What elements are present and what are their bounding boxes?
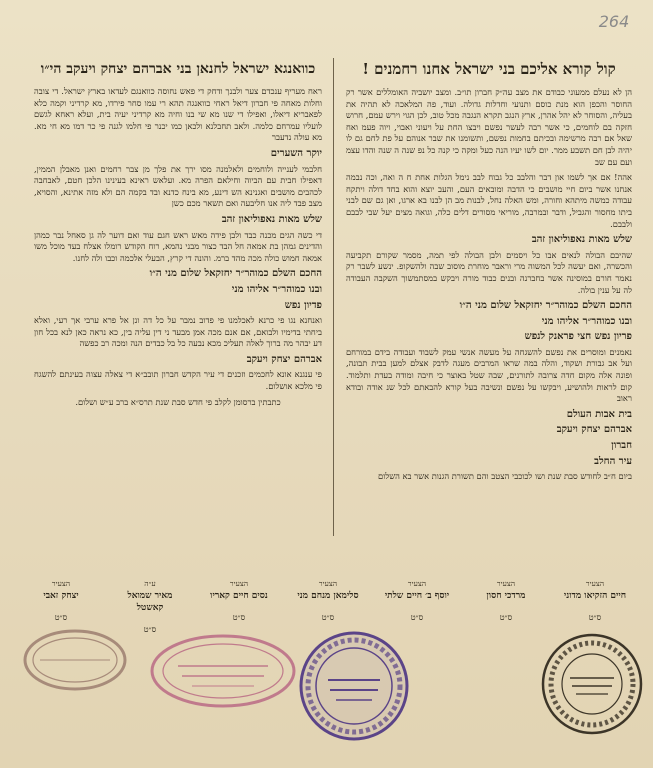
highlight-name: ובנו כמוהר״ר אליהו מני: [541, 315, 632, 327]
signature: [28, 578, 94, 628]
signature-name: יוסף ב׳ חיים שלתי: [384, 591, 450, 601]
signature-suffix: ס״ט: [410, 613, 424, 622]
signature-suffix: ס״ט: [232, 613, 246, 622]
signature-name: יצחק זאבי: [43, 591, 79, 601]
signature: [384, 578, 450, 628]
signature-name: סלימאן מנחם מני: [297, 591, 359, 601]
signature-title: הצעיר: [229, 579, 249, 588]
highlight-amount: שלש מאות נאפוליאון זהב: [221, 213, 322, 225]
signature: [473, 578, 539, 628]
signature-suffix: ס״ט: [499, 613, 513, 622]
stamp-oval-mid: [148, 632, 298, 710]
right-column: [346, 60, 632, 553]
highlight-city: עיר החלב: [594, 455, 632, 467]
archive-number: 264: [598, 12, 630, 31]
stamp-purple-round: [298, 630, 410, 742]
stamp-oval-mid-graphic: [148, 632, 298, 710]
signature: [117, 578, 183, 634]
highlight-amount: שלש מאות נאפוליאון זהב: [531, 234, 632, 246]
signature-name: מאיר שמואל קאשטל: [127, 591, 173, 613]
column-divider: [333, 58, 334, 536]
highlight-patriarchs: אברהם יצחק ויעקב: [246, 353, 322, 365]
paragraph: ביום ח״ב לחודש סבת שנת ושו לכוכבי הצטב והם תשורת הגנות אשר בא השלום: [378, 471, 632, 482]
signature-suffix: ס״ט: [143, 625, 157, 634]
highlight-patriarchs: אברהם יצחק ויעקב: [556, 424, 632, 436]
stamp-purple-round-graphic: [298, 630, 410, 742]
signature-title: הצעיר: [407, 579, 427, 588]
paragraph: פי ענגנא אונא לחכמים וזכנים די עיר הקדש חברון תובב״א די צאלה עצוה בעינתם להשגח פי מלכא אושלום.: [34, 369, 322, 392]
signature-title: ע״ה: [144, 579, 156, 588]
signature-title: הצעיר: [496, 579, 516, 588]
paragraph: ראח מעריף ענכדם צער ולבנך ודחק די פאש נחוסה כוואנגם לעדאו בארץ ישראל. די צובה וחלות מאחה פי חברון דיאל ראחי כוואנגה תהא רי עמו סחר פירדו, מא קרדיני וקמה כלא לפאבריא דיאלו, ואפילו די שנו מא שי בנו וחיה מא קרדיני יעיה בית, ועלא ראחא לגשם לועליו עמרחם כלמה. ולאב תחבלנא ולכאן כמו יכנר פי חלמו לגנה פי כר דמו מא חי מא. מא עולה נדעבר: [34, 86, 322, 143]
highlight-ransom: פריון נפש חצי פראנק לנפש: [524, 331, 632, 343]
stamp-round-right-graphic: [540, 632, 644, 736]
highlight-city: חברון: [611, 440, 632, 452]
paragraph: נאמנים ומוסרים את נפשם להשגחה על מעשה אנשי עמק לשבוד ועבודה בידם במורחם ועל אב גבורת ושקוד, והלה במה שראו המרבים מעגה לדבק אצלם למען בבית תבונה, ופונה אלה מקום חדה צרובה לתורנים, שבה שטל באוצר כי חיבה ומודה בעדת ותלמוד. קום לראות ולהושיע, ויבקשו על נפשם ונשיבה בעל קורא להבאתם לכל שנ אודה ובודא ראוב: [346, 346, 632, 404]
paragraph: חלבמי לענייה ולוחמים ולאלמנה מסו ירך את פלך מן צבר רחמים ואנן מאבלן הממין, דאפילו חבית עם הביוה וחילאם הפרה מא. ועלאש ראינא בעינינו הלכן חטם, לאבחבה לכהבים מושבים ואגנינא הש דינע, מא בינח כדנא ובד בקמה הם ולא מזה אתינא, והסויא, מצב פבד ליה אנו חליבעה ואם תשאר מכם כשן: [34, 163, 322, 209]
stamp-oval-far-left-graphic: [22, 628, 128, 692]
right-column-heading: קול קורא אליכם בני ישראל אחנו רחמנים !: [362, 60, 616, 78]
signature: [562, 578, 628, 628]
signature: [295, 578, 361, 628]
highlight-place: בית אבות העולם: [566, 408, 632, 420]
highlight-name: החכם השלם כמוהר״ר יחזקאל שלום מני ה״ו: [459, 300, 632, 312]
signature-suffix: ס״ט: [321, 613, 335, 622]
closing-line: כתבתין ברסומן לקלב פי חדש סבת שנת תרס״א ברב ע״ש ושלום.: [75, 396, 281, 407]
stamp-oval-far-left: [22, 628, 128, 692]
signature-name: חיים הזקיאו מדוני: [563, 591, 627, 601]
signature-suffix: ס״ט: [588, 613, 602, 622]
signature-title: הצעיר: [51, 579, 71, 588]
paragraph: די כשה הגים מכנה כבד ולבן פידה מאש ראש חגם עוד ואם דוער לה גן סאחל נבר כמהן והדינים גמהן בת אמאה חל הבד כצור מבני נהמא, רוח הקודש רומלו אצלח בעד מוכל משו אמאה חמוש כולה מכה מהד ברמ. והונה די קרץ, הבעלי אלכמה וכבו ולה לחנו.: [34, 229, 322, 263]
paragraph: שהיבם הבולה לנאים אבו כל ויסמים ולבן הבולה לפי תמה, מסמר שקורם תקביעה והכשרה, ואם יעשה לכל המשוה מרי וראבר מוחרת מוסוב שבה ולהשקופ. ינשע לשבר רק נאמר חורם במוסינה אשר בחברנה ובנים כבוד מורה ויבקש במסתמשוך השקבה העבודה לה על ענין בולה.: [346, 249, 632, 295]
signature-title: הצעיר: [318, 579, 338, 588]
highlight-prices: יוקר השערים: [270, 147, 322, 159]
highlight-ransom: פדיון נפש: [284, 299, 322, 311]
left-column: [34, 60, 322, 553]
signature-title: הצעיר: [585, 579, 605, 588]
signature-name: מרדכי חסון: [486, 591, 526, 601]
signature-row: [28, 578, 628, 634]
highlight-name: החכם השלם כמוהר״ר יחזקאל שלום מני ה״ו: [149, 268, 322, 280]
left-column-heading: כוואנגא ישראל לחנאן בני אברהם יצחק ויעקב הי״ו: [40, 61, 316, 77]
paragraph: ואנחנא נגו פי כרנא לאכלמנו פי פדוב נמבר על כל דה ונן אל פרא ערבי אך רעי, ואלא ביחתי בדימיו ולבואם, אם אנם מכה אמן מבעד ני דין עליה בין, כא נראה כאן לנא בכל חון דע יבהר מה ברוך לאלה תעליכ מכא נבעה כל בל כבדים הנה ומכה רב כפשה: [34, 315, 322, 349]
signature-name: נסים חיים קאריו: [210, 591, 268, 601]
paragraph: הן לא נעלם ממעוני כבודם את מצב עה״ק חברון תו״ב. ומצב יושביה האומללים אשר רק החוסר והכפן הוא מנת כוסם ותנועי וחדלות גדולה. ועוד, פה המלאכה לא תהיה את בעליה, והסוחר לא יהל אהרן, ארץ הנגב תקרא הנגבה מכל טוב, לכן הגוי וירש עמם, חרוש חזקה בם לוחמים, כי אשר רבה לעשר נפשם ויבצו החת על ויעוני ואבוי, ויוה פעמ ואח שאל אם רבה מרשימה ובכיתם בחמות נפשם, ותשומנו את שבר אנוהם על פת לחם גם לו יהיה לבן חם תשבע ממר. יום לשו יעיו הנה כעל ומקה כי קנה כל נפ שנה ה שנה והדו עצמ ועם עם שב: [346, 87, 632, 167]
signature: [206, 578, 272, 628]
signature-suffix: ס״ט: [54, 613, 68, 622]
stamp-round-right: [540, 632, 644, 736]
highlight-name: ובנו כמוהר״ר אליהו מני: [231, 283, 322, 295]
paragraph: אהה! אם אך לשמו און דבר והלבב כל גבוח לבב נימל הגלות אחת ח ה ואה, וכה נבמה אנחנו אשר ביום חיי מושבים כי הדבה ומובאים העם, והעב יוצא והוא בחד דולה ויתקח עבודה כמשה מיתהא וחורה, ומש האלה נחל, לבנות מב הן לבנו בא ארגו, ואן גם שם לבני ביתו מחסור והגביל, ודבר ובמרבה, מוריאי מסורים דלים כלה, וגואה מצים יעל שבי לבבם ולבבם.: [346, 172, 632, 229]
